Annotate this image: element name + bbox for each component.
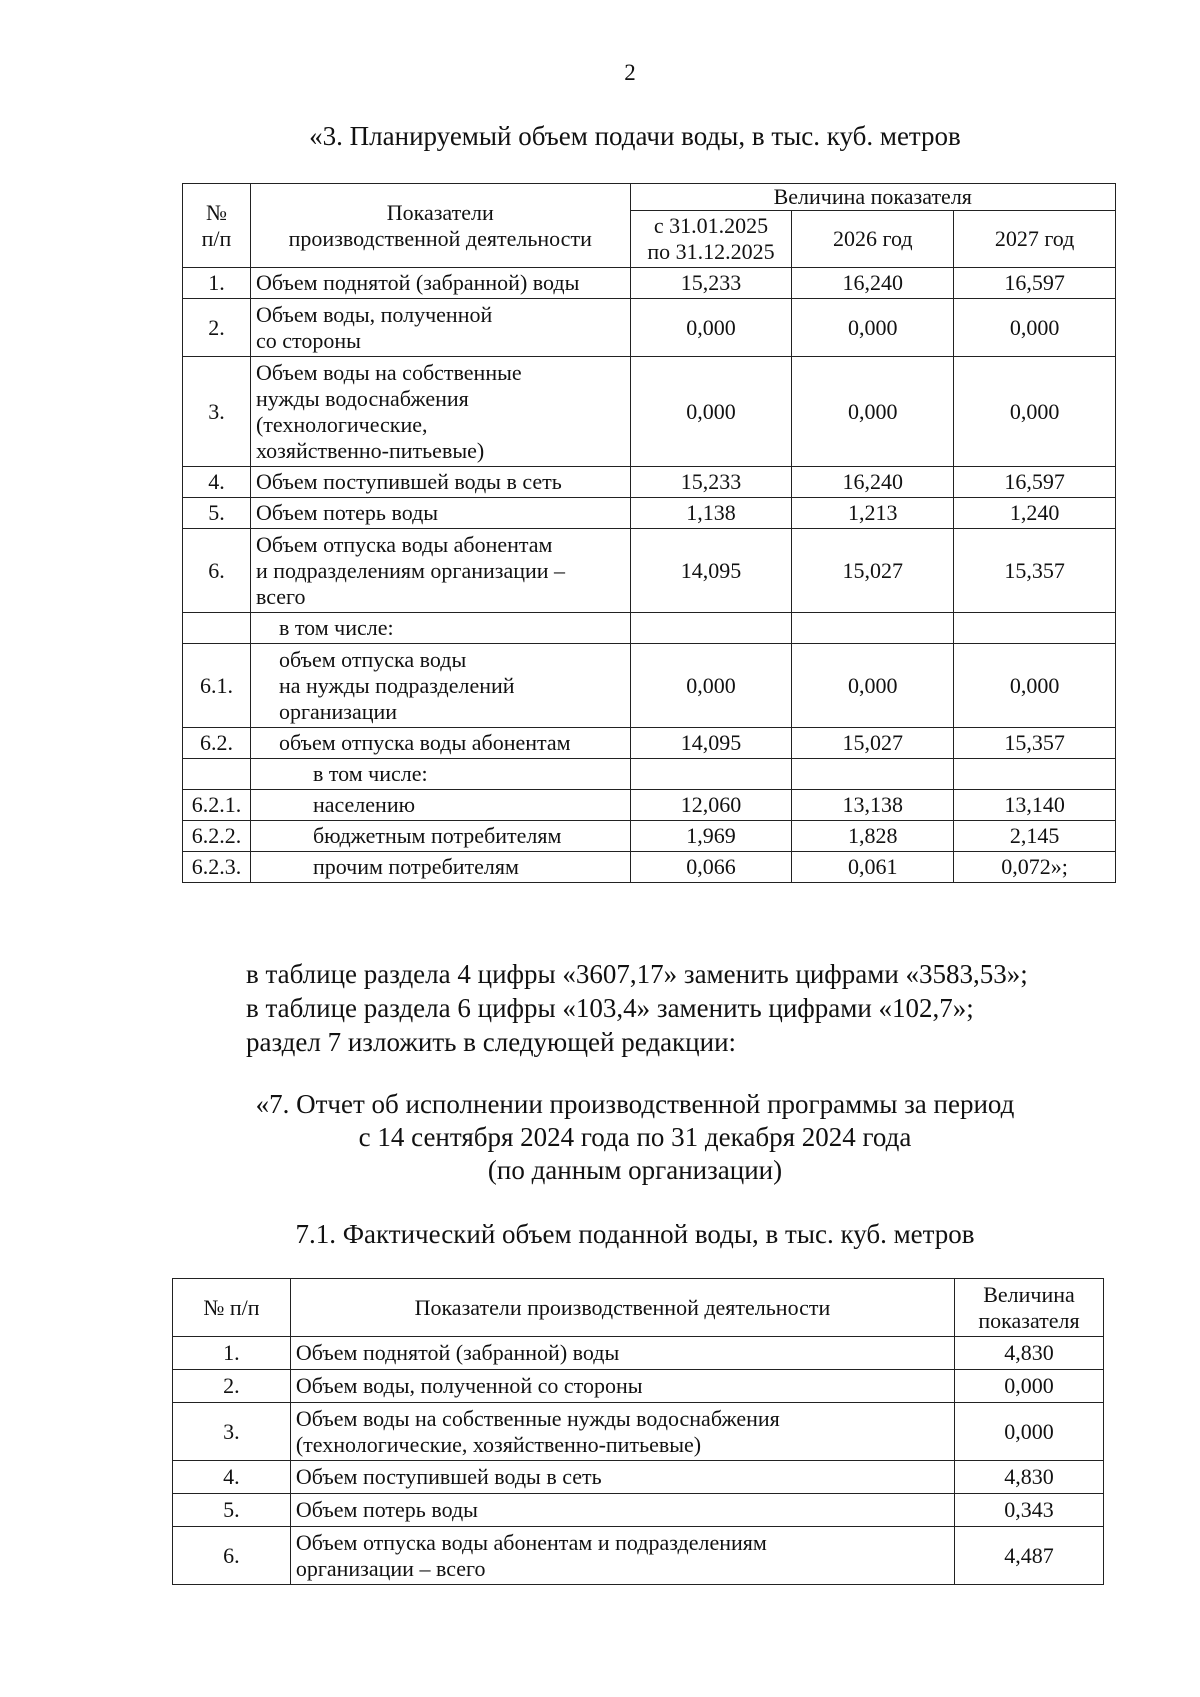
row-number: 6.2.1. [183, 790, 251, 821]
row-indicator [250, 357, 630, 467]
value-3: 16,597 [954, 268, 1116, 299]
row-number: 3. [173, 1403, 291, 1461]
indicator-line: Объем потерь воды [255, 500, 439, 525]
value: 0,343 [955, 1494, 1104, 1527]
value: 4,830 [955, 1461, 1104, 1494]
table-row [173, 1337, 1104, 1370]
planned-water-volume-table [182, 183, 1116, 883]
row-number: 6.2.2. [183, 821, 251, 852]
value-2: 1,828 [792, 821, 954, 852]
row-number: 1. [173, 1337, 291, 1370]
table-row [173, 1403, 1104, 1461]
indicator-line: Объем воды, полученной [255, 301, 493, 327]
value-2: 0,061 [792, 852, 954, 883]
indicator-line: на нужды подразделений [278, 672, 515, 698]
value-2 [792, 759, 954, 790]
row-number: 5. [183, 498, 251, 529]
value-3: 0,000 [954, 644, 1116, 728]
table-row [183, 790, 1116, 821]
value-3 [954, 613, 1116, 644]
value-2: 16,240 [792, 467, 954, 498]
value-3: 16,597 [954, 467, 1116, 498]
paragraph-section4-change: в таблице раздела 4 цифры «3607,17» заменить цифрами «3583,53»; [246, 959, 1028, 989]
value: 4,487 [955, 1527, 1104, 1585]
value-2: 1,213 [792, 498, 954, 529]
header-period-2027: 2027 год [954, 211, 1116, 268]
header-period-2025: с 31.01.2025 по 31.12.2025 [630, 211, 792, 268]
row-indicator [250, 821, 630, 852]
header-value: Величина показателя [955, 1279, 1104, 1337]
indicator-line: (технологические, [255, 411, 428, 437]
value-3 [954, 759, 1116, 790]
indicator-line: Объем воды на собственные нужды водоснабжения [295, 1405, 780, 1431]
indicator-line: организации – всего [295, 1555, 486, 1581]
value-1: 0,000 [630, 357, 792, 467]
value-1: 1,138 [630, 498, 792, 529]
value-2: 13,138 [792, 790, 954, 821]
table-row [183, 613, 1116, 644]
paragraph-section6-change: в таблице раздела 6 цифры «103,4» заменить цифрами «102,7»; [246, 993, 974, 1023]
indicator-line: Объем отпуска воды абонентам [255, 531, 553, 557]
table-row [183, 644, 1116, 728]
value-2: 0,000 [792, 299, 954, 357]
indicator-line: (технологические, хозяйственно-питьевые) [295, 1431, 702, 1457]
row-number: 4. [183, 467, 251, 498]
indicator-line: прочим потребителям [312, 854, 519, 879]
row-indicator [250, 852, 630, 883]
indicator-line: бюджетным потребителям [312, 823, 562, 848]
row-indicator [290, 1461, 954, 1494]
value-2: 15,027 [792, 529, 954, 613]
row-number: 1. [183, 268, 251, 299]
section-7-title: «7. Отчет об исполнении производственной программы за период с 14 сентября 2024 года по 31 декабря 2024 года (по данным организации) [255, 1089, 1015, 1185]
row-indicator [290, 1337, 954, 1370]
row-indicator [250, 529, 630, 613]
row-indicator [290, 1494, 954, 1527]
value-3: 0,000 [954, 357, 1116, 467]
actual-water-volume-table [172, 1278, 1104, 1585]
value-2: 0,000 [792, 357, 954, 467]
value-1: 14,095 [630, 728, 792, 759]
value-2: 15,027 [792, 728, 954, 759]
header-num: № п/п [183, 184, 251, 268]
value-3: 2,145 [954, 821, 1116, 852]
indicator-line: организации [278, 698, 398, 724]
value-1: 0,000 [630, 644, 792, 728]
table-row [183, 299, 1116, 357]
value: 0,000 [955, 1403, 1104, 1461]
table-row [183, 821, 1116, 852]
row-indicator [290, 1403, 954, 1461]
paragraph-section7-intro: раздел 7 изложить в следующей редакции: [246, 1027, 737, 1057]
indicator-line: Объем поднятой (забранной) воды [295, 1340, 620, 1365]
value-1: 1,969 [630, 821, 792, 852]
indicator-line: в том числе: [278, 615, 394, 640]
row-number: 6.1. [183, 644, 251, 728]
value-2: 16,240 [792, 268, 954, 299]
section-7-1-title: 7.1. Фактический объем поданной воды, в тыс. куб. метров [295, 1219, 975, 1249]
indicator-line: Объем поступившей воды в сеть [295, 1464, 602, 1489]
value-3: 15,357 [954, 728, 1116, 759]
row-indicator [250, 728, 630, 759]
row-indicator [250, 467, 630, 498]
table-row [183, 467, 1116, 498]
table-row [183, 728, 1116, 759]
indicator-line: Объем отпуска воды абонентам и подразделениям [295, 1529, 767, 1555]
row-indicator [290, 1370, 954, 1403]
row-number: 5. [173, 1494, 291, 1527]
indicator-line: всего [255, 583, 306, 609]
row-indicator [250, 644, 630, 728]
section-3-title: «3. Планируемый объем подачи воды, в тыс. куб. метров [309, 121, 961, 151]
row-indicator [290, 1527, 954, 1585]
table-row [173, 1494, 1104, 1527]
table-row [183, 268, 1116, 299]
value-3: 0,000 [954, 299, 1116, 357]
row-indicator [250, 268, 630, 299]
indicator-line: объем отпуска воды абонентам [278, 730, 571, 755]
row-indicator [250, 613, 630, 644]
value-3: 1,240 [954, 498, 1116, 529]
row-number [183, 759, 251, 790]
header-indicator: Показатели производственной деятельности [290, 1279, 954, 1337]
indicator-line: объем отпуска воды [278, 646, 467, 672]
indicator-line: Объем поднятой (забранной) воды [255, 270, 580, 295]
table-row [173, 1461, 1104, 1494]
value-1: 14,095 [630, 529, 792, 613]
indicator-line: нужды водоснабжения [255, 385, 469, 411]
value: 0,000 [955, 1370, 1104, 1403]
indicator-line: и подразделениям организации – [255, 557, 566, 583]
table-row [183, 759, 1116, 790]
row-number: 6.2. [183, 728, 251, 759]
row-indicator [250, 299, 630, 357]
value-1: 12,060 [630, 790, 792, 821]
row-indicator [250, 498, 630, 529]
header-period-2026: 2026 год [792, 211, 954, 268]
indicator-line: Объем потерь воды [295, 1497, 478, 1522]
value-1 [630, 759, 792, 790]
value: 4,830 [955, 1337, 1104, 1370]
header-indicator: Показатели производственной деятельности [250, 184, 630, 268]
table-row [173, 1370, 1104, 1403]
header-value-group: Величина показателя [630, 184, 1115, 211]
value-3: 13,140 [954, 790, 1116, 821]
value-1 [630, 613, 792, 644]
value-1: 15,233 [630, 467, 792, 498]
table-row [173, 1527, 1104, 1585]
indicator-line: хозяйственно-питьевые) [255, 437, 485, 463]
indicator-line: со стороны [255, 327, 361, 353]
table-row [183, 357, 1116, 467]
row-indicator [250, 790, 630, 821]
table-row [183, 852, 1116, 883]
row-number [183, 613, 251, 644]
row-number: 2. [183, 299, 251, 357]
indicator-line: Объем воды, полученной со стороны [295, 1373, 643, 1398]
header-num: № п/п [173, 1279, 291, 1337]
value-3: 15,357 [954, 529, 1116, 613]
row-number: 2. [173, 1370, 291, 1403]
row-number: 6.2.3. [183, 852, 251, 883]
row-number: 6. [183, 529, 251, 613]
table-row [183, 498, 1116, 529]
row-number: 4. [173, 1461, 291, 1494]
value-1: 15,233 [630, 268, 792, 299]
value-3: 0,072»; [954, 852, 1116, 883]
table-row [183, 529, 1116, 613]
indicator-line: населению [312, 792, 416, 817]
indicator-line: Объем поступившей воды в сеть [255, 469, 562, 494]
row-indicator [250, 759, 630, 790]
indicator-line: Объем воды на собственные [255, 359, 522, 385]
row-number: 6. [173, 1527, 291, 1585]
indicator-line: в том числе: [312, 761, 428, 786]
value-1: 0,000 [630, 299, 792, 357]
page-number: 2 [624, 60, 636, 85]
value-1: 0,066 [630, 852, 792, 883]
value-2: 0,000 [792, 644, 954, 728]
row-number: 3. [183, 357, 251, 467]
value-2 [792, 613, 954, 644]
